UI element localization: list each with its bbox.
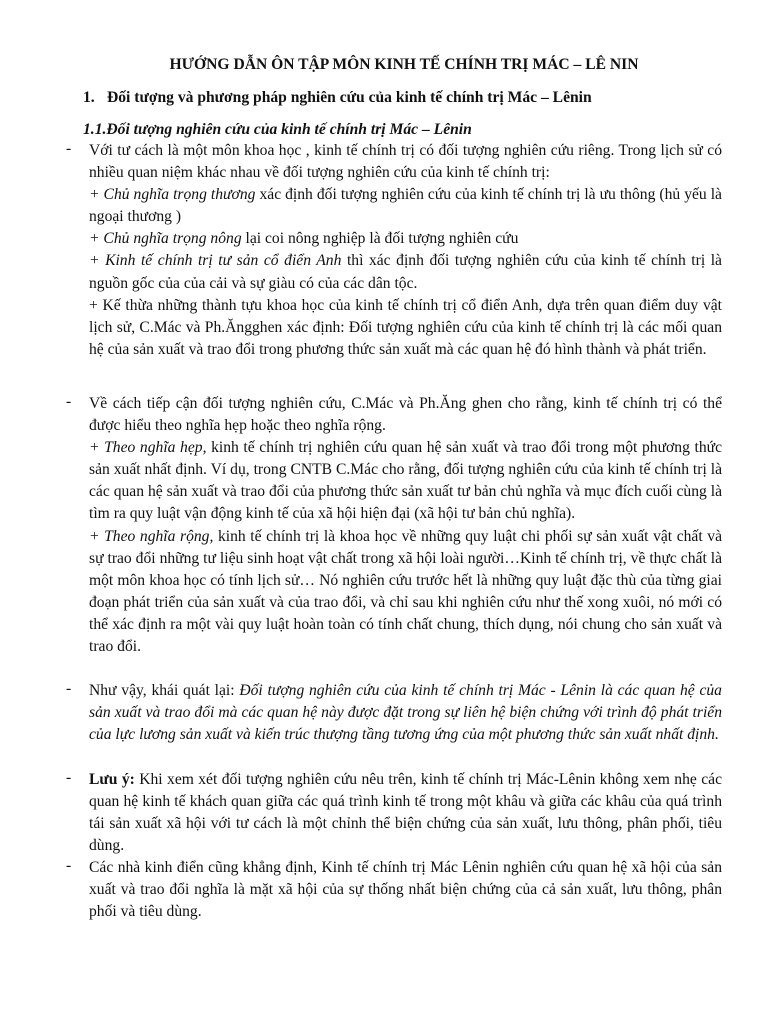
bullet-item-3 xyxy=(66,680,722,746)
bullet-item-4 xyxy=(66,769,722,857)
marx-engels-line: + Kế thừa những thành tựu khoa học của kinh tế chính trị cổ điển Anh, dựa trên quan điểm duy vật lịch sử, C.Mác và Ph.Ăngghen xác định: Đối tượng nghiên cứu của kinh tế chính trị là các mối quan hệ của sản xuất và trao đổi trong phương thức sản xuất mà các quan hệ đó hình thành và phát triển. xyxy=(89,296,722,358)
paragraph-intro: Với tư cách là một môn khoa học , kinh tế chính trị có đối tượng nghiên cứu riêng. Trong lịch sử có nhiều quan niệm khác nhau về đối tượng nghiên cứu của kinh tế chính trị: xyxy=(89,142,722,182)
section-number: 1. xyxy=(83,89,95,106)
italic-term: + Kinh tế chính trị tư sản cổ điển Anh xyxy=(89,252,342,270)
classical-economics-line xyxy=(89,250,722,294)
summary-lead: Như vậy, khái quát lại: xyxy=(89,682,240,699)
paragraph xyxy=(89,140,722,361)
bullet-dash: - xyxy=(66,857,72,874)
bullet-dash: - xyxy=(66,393,72,410)
physiocracy-line xyxy=(89,228,722,250)
paragraph: Các nhà kinh điển cũng khẳng định, Kinh tế chính trị Mác Lênin nghiên cứu quan hệ xã hội của sản xuất và trao đổi nghĩa là mặt xã hội của sự thống nhất biện chứng của cả sản xuất, lưu thông, phân phối và tiêu dùng. xyxy=(89,859,722,921)
bullet-dash: - xyxy=(66,680,72,697)
italic-term: + Theo nghĩa rộng, xyxy=(89,527,214,545)
summary-definition: Đối tượng nghiên cứu của kinh tế chính trị Mác - Lênin là các quan hệ của sản xuất và trao đổi mà các quan hệ này được đặt trong sự liên hệ biện chứng với trình độ phát triển của lực lương sản xuất và kiến trúc thượng tầng tương ứng của một phương thức sản xuất nhất định. xyxy=(89,682,722,744)
bullet-item-2 xyxy=(66,393,722,658)
broad-sense-line xyxy=(89,526,722,659)
section-title: Đối tượng và phương pháp nghiên cứu của kinh tế chính trị Mác – Lênin xyxy=(107,89,592,106)
bullet-item-5 xyxy=(66,857,722,923)
line-text: xác định đối tượng nghiên cứu của kinh tế chính trị là ưu thông (hủ yếu là ngoại thương ) xyxy=(89,186,722,226)
narrow-sense-line xyxy=(89,437,722,525)
line-text: thì xác định đối tượng nghiên cứu của kinh tế chính trị là nguồn gốc của của cải và sự giàu có của các dân tộc. xyxy=(89,252,722,292)
bullet-item-1 xyxy=(66,140,722,361)
note-text: Khi xem xét đối tượng nghiên cứu nêu trên, kinh tế chính trị Mác-Lênin không xem nhẹ các quan hệ kinh tế khách quan giữa các quá trình kinh tế trong một khâu và giữa các khâu của quá trình tái sản xuất xã hội với tư cách là một chỉnh thể biện chứng của sản xuất, lưu thông, phân phối, tiêu dùng. xyxy=(89,771,722,855)
subsection-heading-1-1: 1.1.Đối tượng nghiên cứu của kinh tế chính trị Mác – Lênin xyxy=(83,121,472,138)
paragraph xyxy=(89,680,722,746)
italic-term: + Chủ nghĩa trọng nông xyxy=(89,230,242,248)
line-text: lại coi nông nghiệp là đối tượng nghiên cứu xyxy=(241,230,519,248)
page-title: HƯỚNG DẪN ÔN TẬP MÔN KINH TẾ CHÍNH TRỊ MÁC – LÊ NIN xyxy=(169,56,639,73)
note-label: Lưu ý: xyxy=(89,771,135,788)
italic-term: + Chủ nghĩa trọng thương xyxy=(89,186,256,204)
paragraph xyxy=(89,769,722,857)
bullet-dash: - xyxy=(66,140,72,157)
mercantilism-line xyxy=(89,184,722,228)
paragraph xyxy=(89,393,722,658)
line-text: kinh tế chính trị là khoa học về những quy luật chi phối sự sản xuất vật chất và sự trao đổi những tư liệu sinh hoạt vật chất trong xã hội loài người…Kinh tế chính trị, về thực chất là một môn khoa học có tính lịch sử… Nó nghiên cứu trước hết là những quy luật đặc thù của từng giai đoạn phát triển của sản xuất và của trao đổi, và chỉ sau khi nghiên cứu như thế xong xuôi, nó mới có thể xác định ra một vài quy luật hoàn toàn có tính chất chung, thích dụng, nói chung cho sản xuất và trao đổi. xyxy=(89,527,722,656)
line-text: kinh tế chính trị nghiên cứu quan hệ sản xuất và trao đổi trong một phương thức sản xuất nhất định. Ví dụ, trong CNTB C.Mác cho rằng, đối tượng nghiên cứu của kinh tế chính trị là các quan hệ sản xuất và trao đổi của phương thức sản xuất tư bản chủ nghĩa và mục đích cuối cùng là tìm ra quy luật vận động kinh tế của xã hội hiện đại (xã hội tư bản chủ nghĩa). xyxy=(89,439,722,523)
italic-term: + Theo nghĩa hẹp, xyxy=(89,439,207,457)
bullet-dash: - xyxy=(66,769,72,786)
section-heading-1 xyxy=(83,89,592,107)
paragraph-intro: Về cách tiếp cận đối tượng nghiên cứu, C.Mác và Ph.Ăng ghen cho rằng, kinh tế chính trị có thể được hiểu theo nghĩa hẹp hoặc theo nghĩa rộng. xyxy=(89,395,722,435)
